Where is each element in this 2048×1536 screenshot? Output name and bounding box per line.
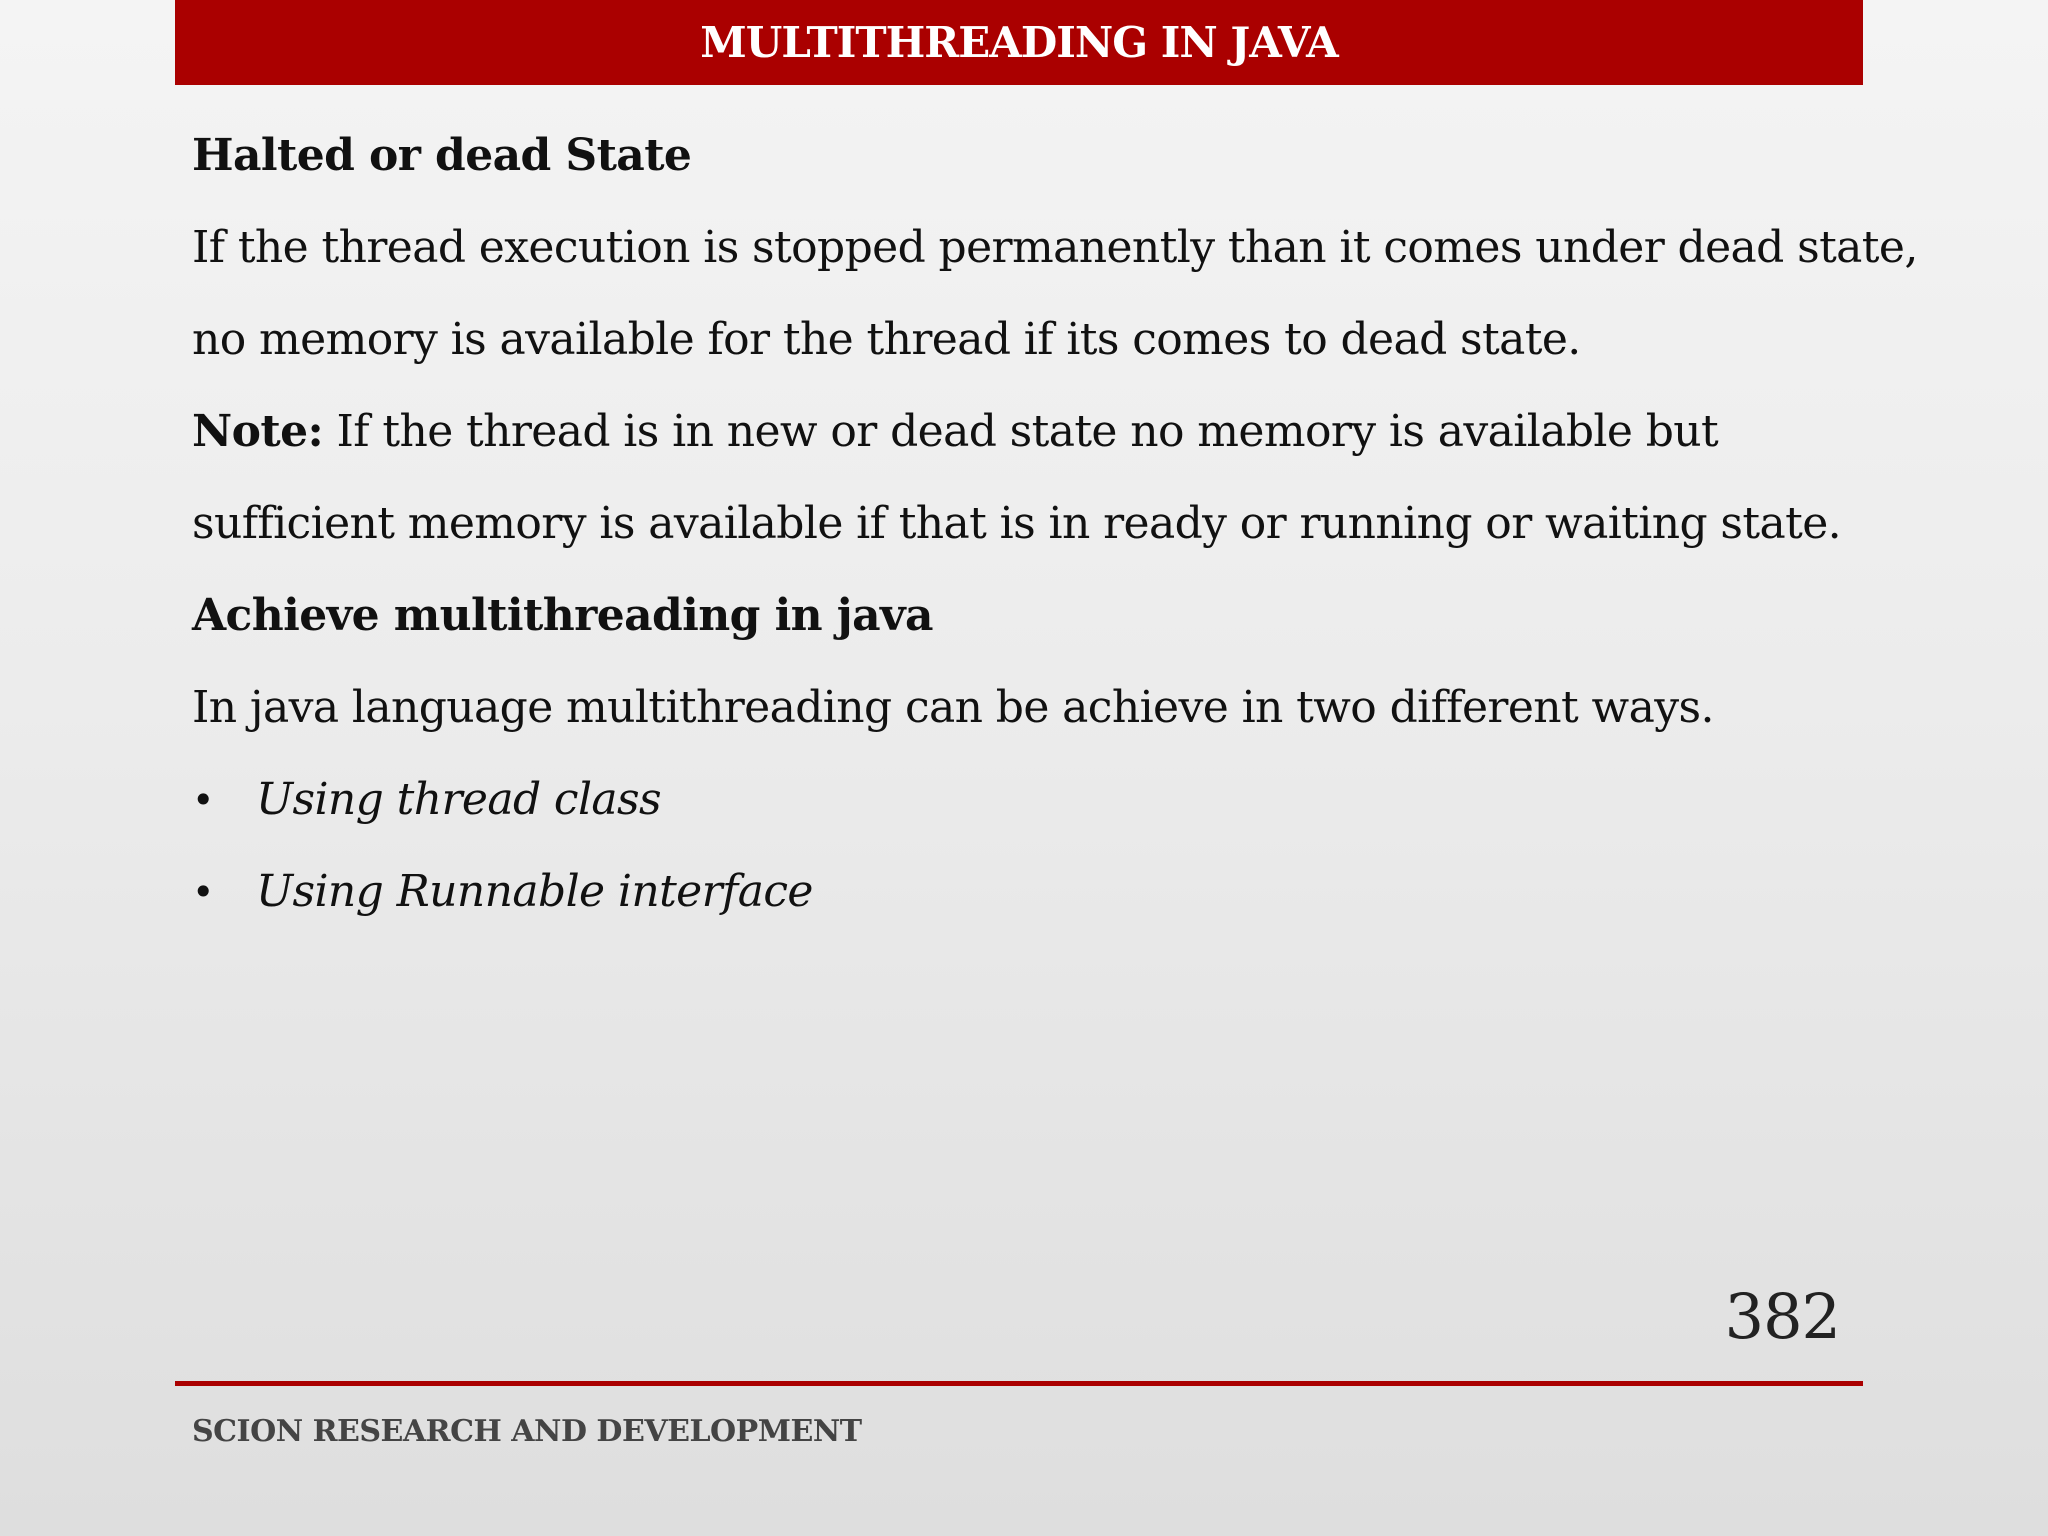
bullet-item — [192, 846, 1852, 938]
bullet-icon: • — [192, 870, 214, 914]
slide-content — [192, 110, 1918, 938]
bullet-text: Using Runnable interface — [256, 866, 813, 917]
bullet-icon: • — [192, 778, 214, 822]
bullet-text: Using thread class — [256, 774, 662, 825]
paragraph-dead-state-line-2: no memory is available for the thread if its comes to dead state. — [192, 314, 1581, 365]
page-number: 382 — [1724, 1280, 1840, 1353]
note-label: Note: — [192, 406, 324, 457]
slide-title: MULTITHREADING IN JAVA — [700, 18, 1338, 67]
paragraph-dead-state-line-1: If the thread execution is stopped permanently than it comes under dead state, — [192, 222, 1918, 273]
footer-organization: SCION RESEARCH AND DEVELOPMENT — [192, 1414, 862, 1449]
note-text: If the thread is in new or dead state no memory is available but — [323, 406, 1719, 457]
paragraph-two-ways: In java language multithreading can be achieve in two different ways. — [192, 682, 1714, 733]
heading-achieve-multithreading: Achieve multithreading in java — [192, 590, 933, 641]
note-line-1 — [192, 386, 1852, 478]
title-bar — [175, 0, 1863, 85]
note-line-2: sufficient memory is available if that is in ready or running or waiting state. — [192, 498, 1842, 549]
bullet-item — [192, 754, 1852, 846]
heading-dead-state: Halted or dead State — [192, 130, 692, 181]
footer-divider — [175, 1381, 1863, 1386]
